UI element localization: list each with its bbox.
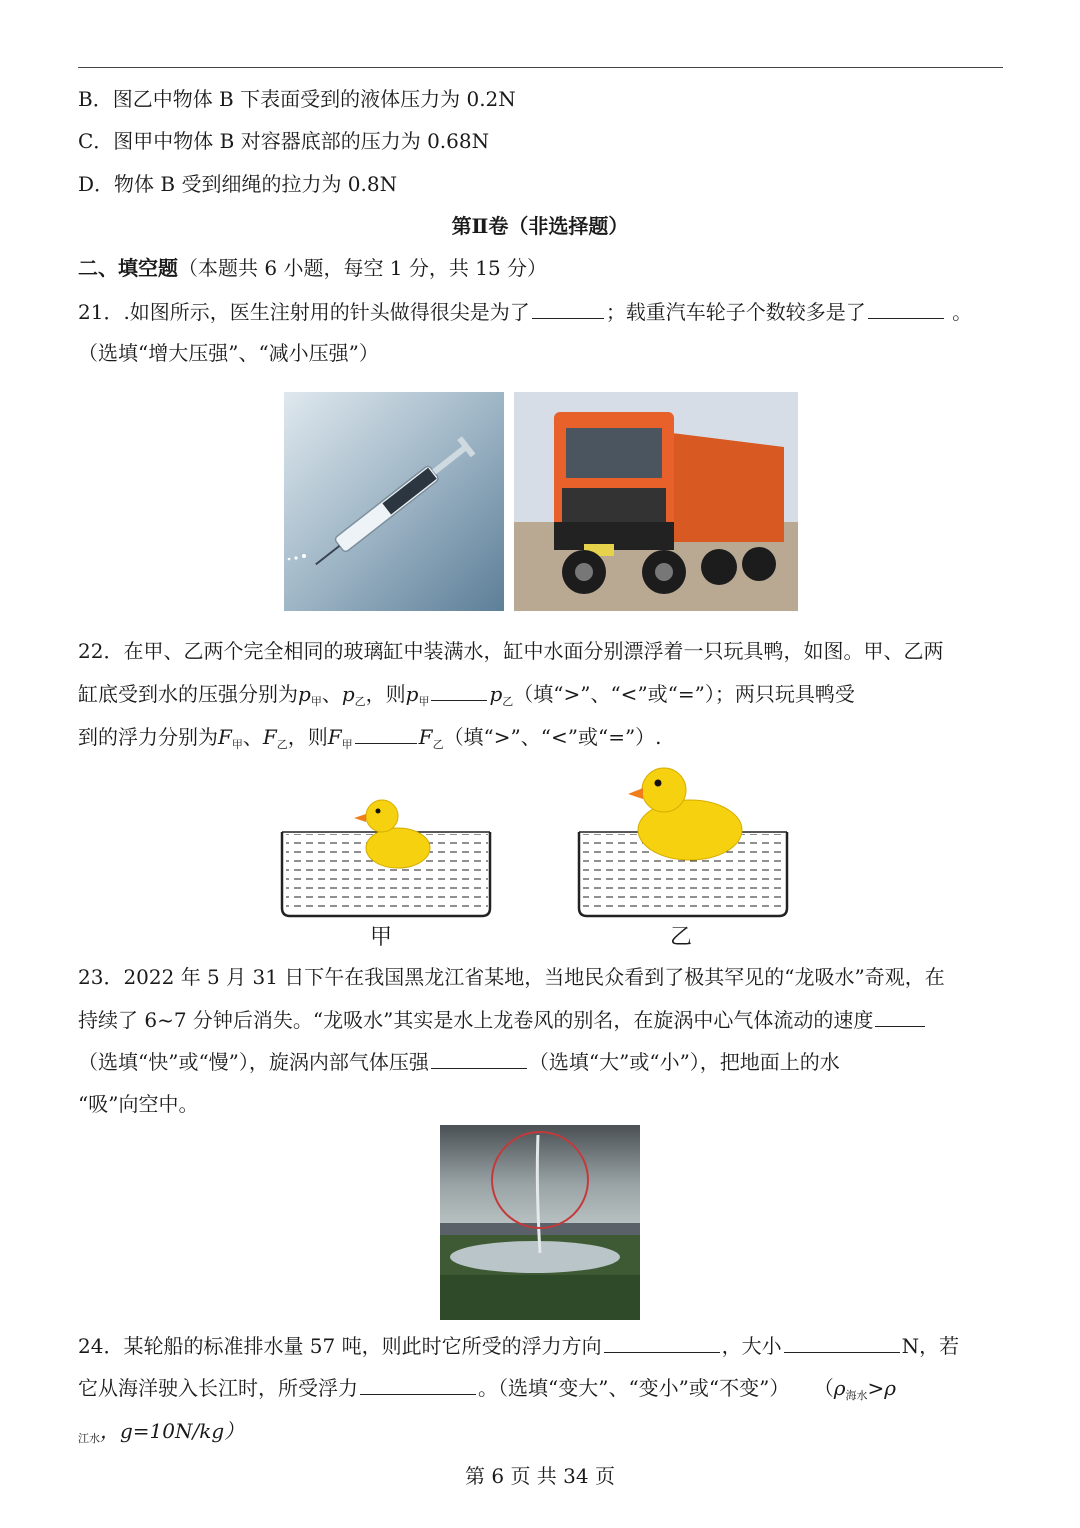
- q21-text-3: 。: [945, 300, 973, 324]
- q22-text-2a: 缸底受到水的压强分别为: [78, 682, 298, 706]
- q24-line2: [78, 1372, 1008, 1411]
- q24-blank-3[interactable]: [360, 1372, 476, 1395]
- q22-text-2b: （填“>”、“<”或“=”）；两只玩具鸭受: [513, 682, 855, 706]
- sub-jia: 甲: [310, 695, 322, 708]
- q24-g: ，g=10N/kg）: [100, 1419, 245, 1443]
- q24-text-2a: 它从海洋驶入长江时，所受浮力: [78, 1376, 358, 1400]
- q22-dun: 、: [242, 725, 263, 749]
- section-title: 第Ⅱ卷（非选择题）: [451, 214, 629, 238]
- q23-text-3a: （选填“快”或“慢”），旋涡内部气体压强: [78, 1050, 429, 1074]
- q23-line1: 23．2022 年 5 月 31 日下午在我国黑龙江省某地，当地民众看到了极其罕见的“龙吸水”奇观，在: [78, 965, 945, 989]
- fill-heading: [78, 253, 1008, 283]
- label-yi: 乙: [670, 925, 693, 950]
- q22-text-3a: 到的浮力分别为: [78, 725, 218, 749]
- q22-blank-2[interactable]: [355, 721, 417, 744]
- F-symbol: F: [218, 725, 232, 749]
- fill-heading-note: （本题共 6 小题，每空 1 分，共 15 分）: [178, 256, 548, 280]
- sub-jia: 甲: [418, 695, 430, 708]
- q23-blank-1[interactable]: [875, 1004, 925, 1027]
- option-d: D．物体 B 受到细绳的拉力为 0.8N: [78, 172, 398, 196]
- sub-river: 江水: [78, 1432, 100, 1445]
- sub-jia: 甲: [341, 738, 353, 751]
- q24-blank-1[interactable]: [604, 1330, 720, 1353]
- option-c: C．图甲中物体 B 对容器底部的压力为 0.68N: [78, 129, 490, 153]
- q21-line2: （选填“增大压强”、“减小压强”）: [78, 341, 379, 365]
- q24-gt: >: [867, 1376, 885, 1400]
- F-symbol: F: [418, 725, 433, 749]
- q22-line2: [78, 678, 1008, 717]
- q24-line1: [78, 1330, 1008, 1361]
- sub-yi: 乙: [502, 695, 514, 708]
- option-b: B．图乙中物体 B 下表面受到的液体压力为 0.2N: [78, 87, 516, 111]
- q21-text-2: ；载重汽车轮子个数较多是了: [605, 300, 866, 324]
- q24-blank-2[interactable]: [784, 1330, 900, 1353]
- q24-text-1c: N，若: [901, 1334, 960, 1358]
- q21-blank-1[interactable]: [532, 296, 604, 319]
- sub-sea: 海水: [845, 1389, 868, 1402]
- q22-blank-1[interactable]: [431, 678, 487, 701]
- q22-dun: 、: [321, 682, 342, 706]
- q22-line1: 22．在甲、乙两个完全相同的玻璃缸中装满水，缸中水面分别漂浮着一只玩具鸭，如图。甲、乙两: [78, 639, 944, 663]
- truck-image: [514, 392, 798, 611]
- q22-ze: ，则: [287, 725, 328, 749]
- rho-symbol: ρ: [884, 1376, 897, 1400]
- q23-text-3b: （选填“大”或“小”），把地面上的水: [528, 1050, 840, 1074]
- q24-paren-open: （: [813, 1376, 834, 1400]
- sub-yi: 乙: [354, 695, 366, 708]
- label-jia: 甲: [370, 925, 393, 950]
- q22-text-3b: （填“>”、“<”或“=”）.: [443, 725, 662, 749]
- q23-blank-2[interactable]: [431, 1046, 527, 1069]
- rho-symbol: ρ: [833, 1376, 846, 1400]
- fill-heading-label: 二、填空题: [78, 256, 178, 280]
- q24-text-1a: 24．某轮船的标准排水量 57 吨，则此时它所受的浮力方向: [78, 1334, 602, 1358]
- p-symbol: p: [405, 682, 419, 706]
- q24-line3: [78, 1416, 1008, 1454]
- q23-text-2: 持续了 6~7 分钟后消失。“龙吸水”其实是水上龙卷风的别名，在旋涡中心气体流动的速度: [78, 1008, 874, 1032]
- sub-yi: 乙: [276, 738, 288, 751]
- q21-line1: [78, 296, 1008, 327]
- sub-yi: 乙: [432, 738, 444, 751]
- duck-tanks-figure: [270, 758, 810, 953]
- q24-text-1b: ，大小: [721, 1334, 782, 1358]
- sub-jia: 甲: [231, 738, 243, 751]
- F-symbol: F: [262, 725, 277, 749]
- F-symbol: F: [327, 725, 342, 749]
- p-symbol: p: [298, 682, 311, 706]
- q21-blank-2[interactable]: [868, 296, 944, 319]
- p-symbol: p: [341, 682, 355, 706]
- page-footer: 第 6 页 共 34 页: [465, 1464, 615, 1488]
- p-symbol: p: [489, 682, 503, 706]
- header-rule: [78, 67, 1003, 68]
- q23-line2: [78, 1004, 1008, 1035]
- waterspout-image: [440, 1125, 640, 1320]
- q21-text-1: 21．.如图所示，医生注射用的针头做得很尖是为了: [78, 300, 530, 324]
- q22-line3: [78, 721, 1008, 760]
- q22-ze: ，则: [365, 682, 406, 706]
- syringe-image: [284, 392, 504, 611]
- q24-text-2b: 。（选填“变大”、“变小”或“不变”）: [478, 1376, 790, 1400]
- q23-line3: [78, 1046, 1008, 1077]
- q23-line4: “吸”向空中。: [78, 1092, 199, 1116]
